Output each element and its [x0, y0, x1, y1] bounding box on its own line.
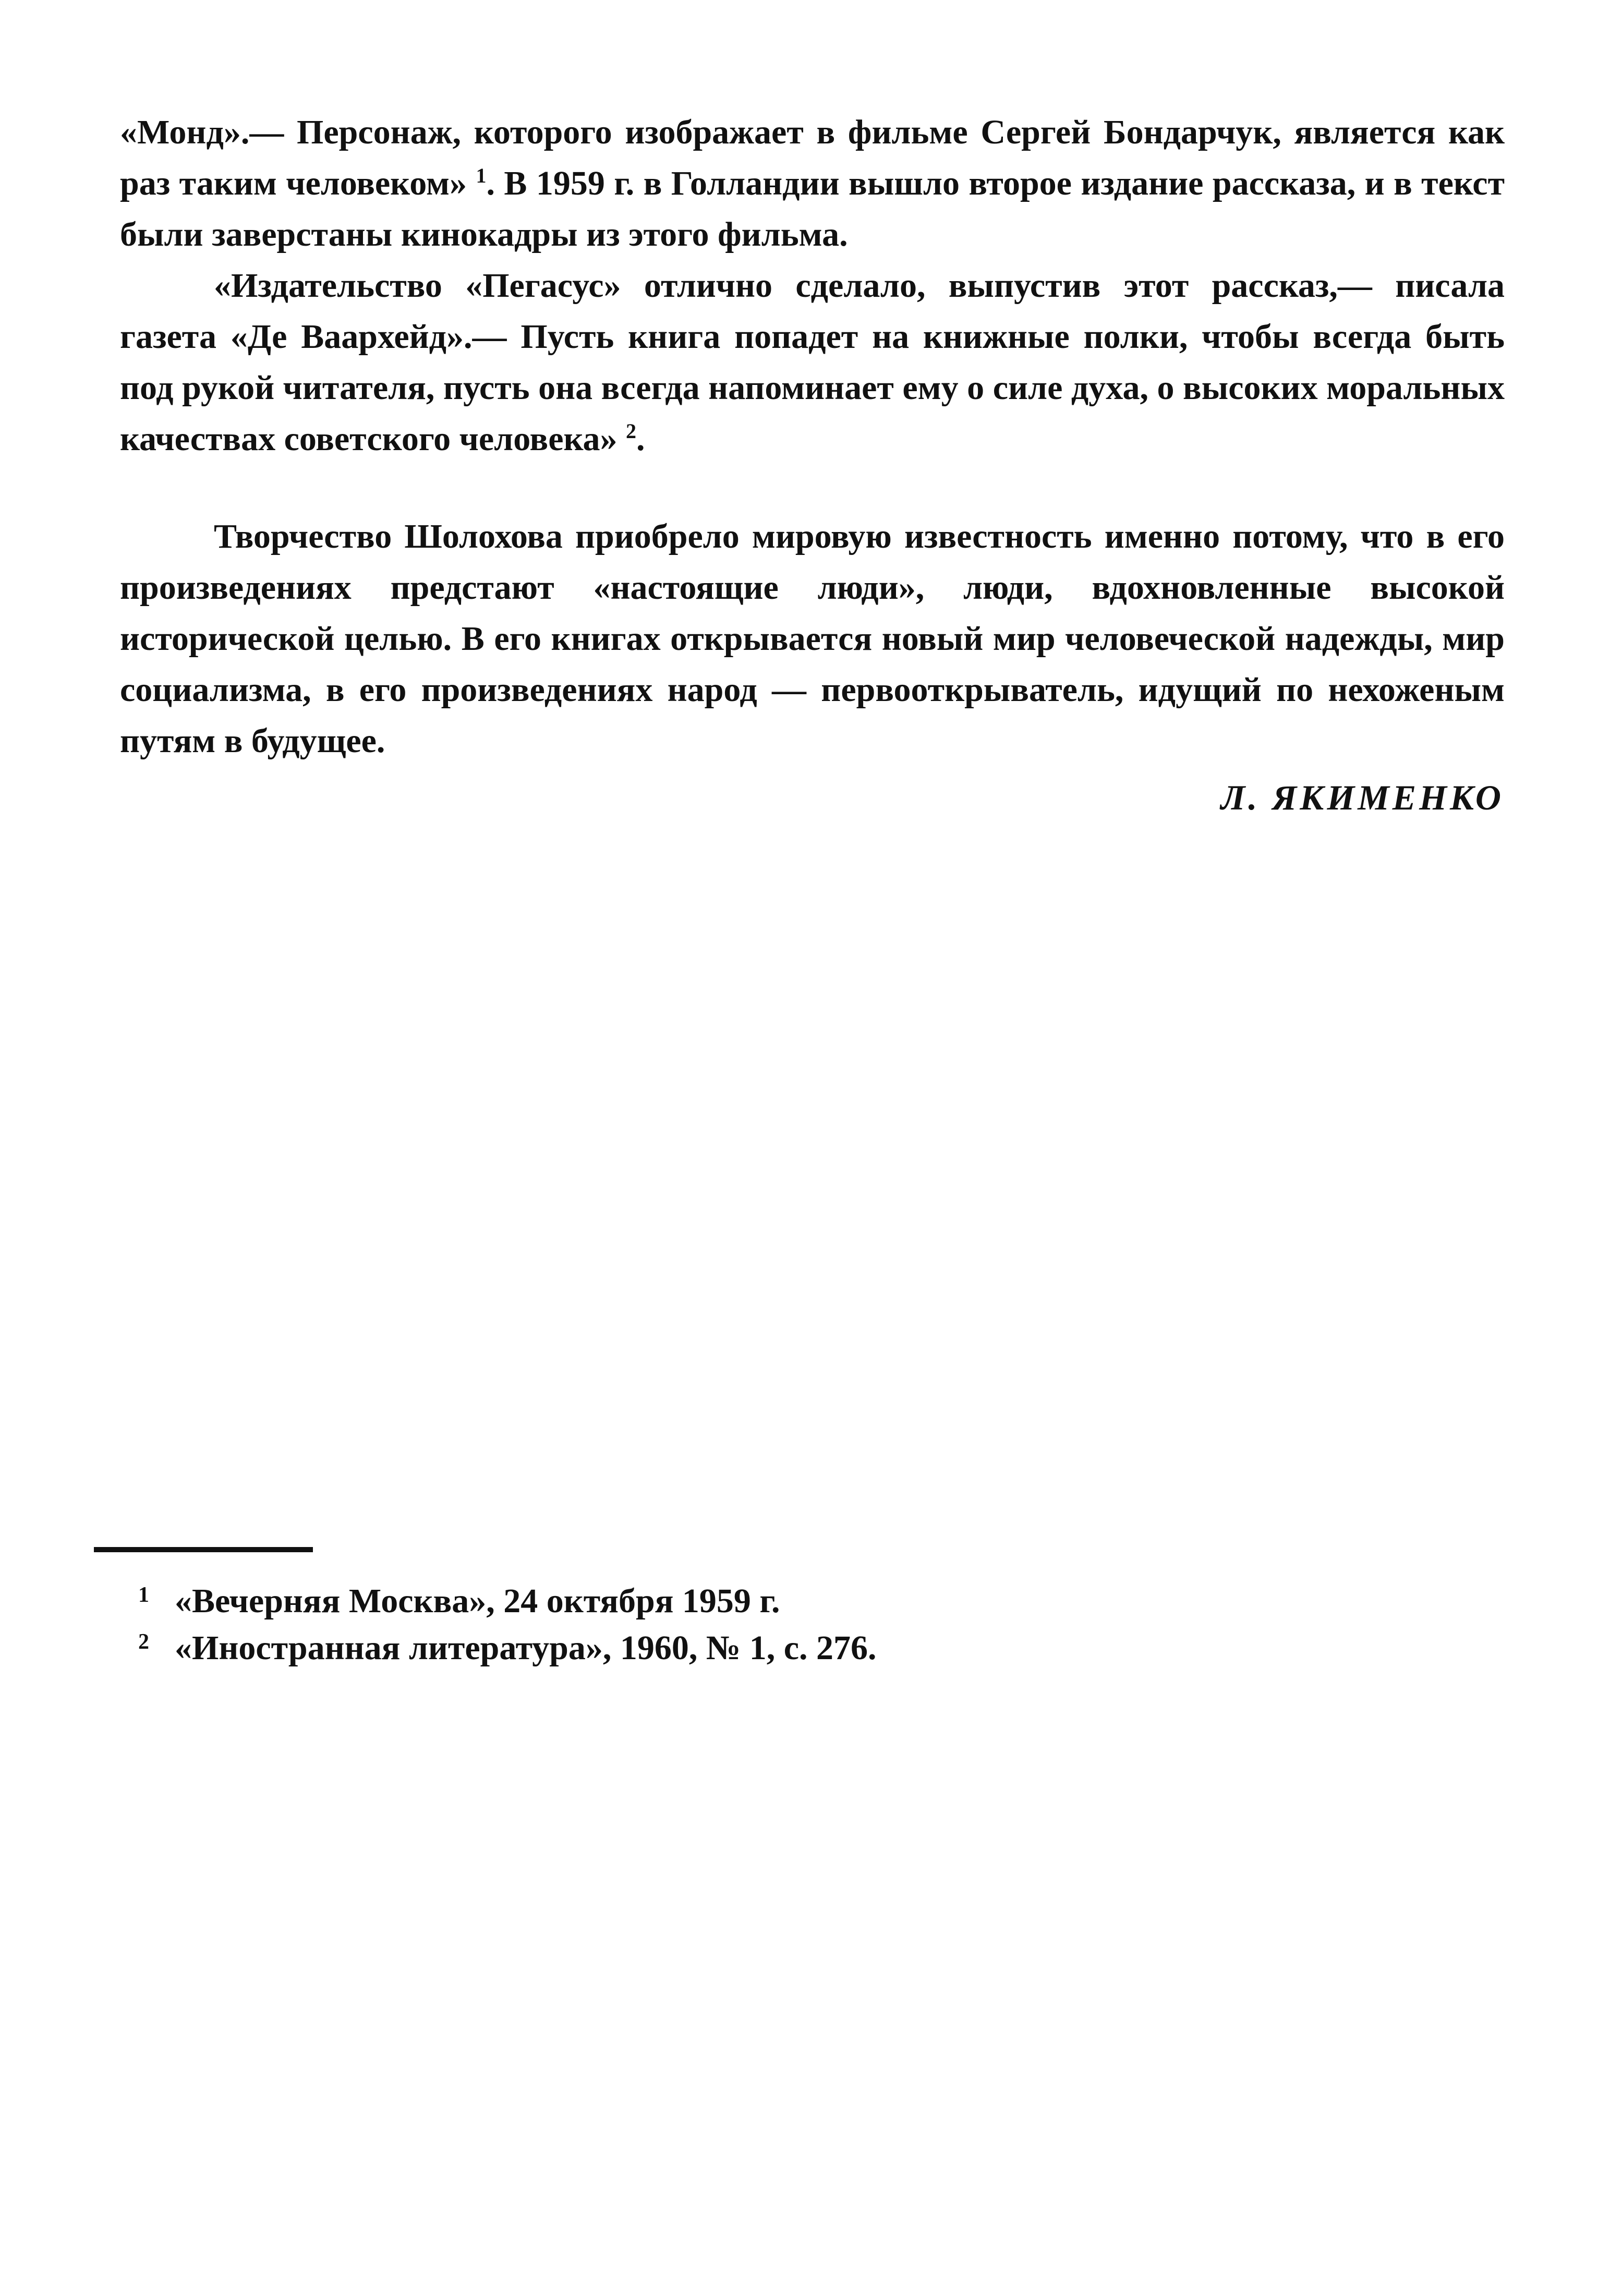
- main-text-upper: [120, 107, 1505, 465]
- paragraph-2: [120, 260, 1505, 465]
- footnote-2: [138, 1625, 1426, 1672]
- paragraph-3: Творчество Шолохова приобрело мировую известность именно потому, что в его произведениях предстают «настоящие люди», люди, вдохновленные высокой исторической целью. В его книгах открывается новый мир человеческой надежды, мир социализма, в его произведениях народ — первооткрыватель, идущий по нехоженым путям в будущее.: [120, 517, 1505, 760]
- footnote-ref-1: 1: [476, 164, 487, 187]
- footnote-number-1: 1: [138, 1583, 149, 1607]
- paragraph-2-text: «Издательство «Пегасус» отлично сделало, выпустив этот рассказ,— писала газета «Де Ваархейд».— Пусть книга попадет на книжные полки, чтобы всегда быть под рукой читателя, пусть она всегда напоминает ему о силе духа, о высоких моральных качествах советского человека»: [120, 267, 1505, 458]
- paragraph-2-end: .: [636, 420, 645, 458]
- author-signature: Л. ЯКИМЕНКО: [1220, 778, 1504, 817]
- footnote-text-1: «Вечерняя Москва», 24 октября 1959 г.: [175, 1582, 780, 1620]
- footnote-ref-2: 2: [626, 419, 637, 443]
- footnote-text-2: «Иностранная литература», 1960, № 1, с. 276.: [175, 1629, 877, 1667]
- footnote-1: [138, 1578, 1426, 1625]
- footnotes: [138, 1578, 1426, 1672]
- main-text-lower: [120, 511, 1505, 767]
- paragraph-1-text-a: «Монд».— Персонаж, которого изображает в фильме Сергей Бондарчук, является как раз таким человеком»: [120, 113, 1505, 202]
- paragraph-1: [120, 107, 1505, 260]
- footnote-number-2: 2: [138, 1630, 149, 1654]
- paragraph-1-text-b: . В 1959 г. в Голландии вышло второе издание рассказа, и в текст были заверстаны кинокадры из этого фильма.: [120, 164, 1505, 253]
- footnote-divider: [94, 1547, 313, 1552]
